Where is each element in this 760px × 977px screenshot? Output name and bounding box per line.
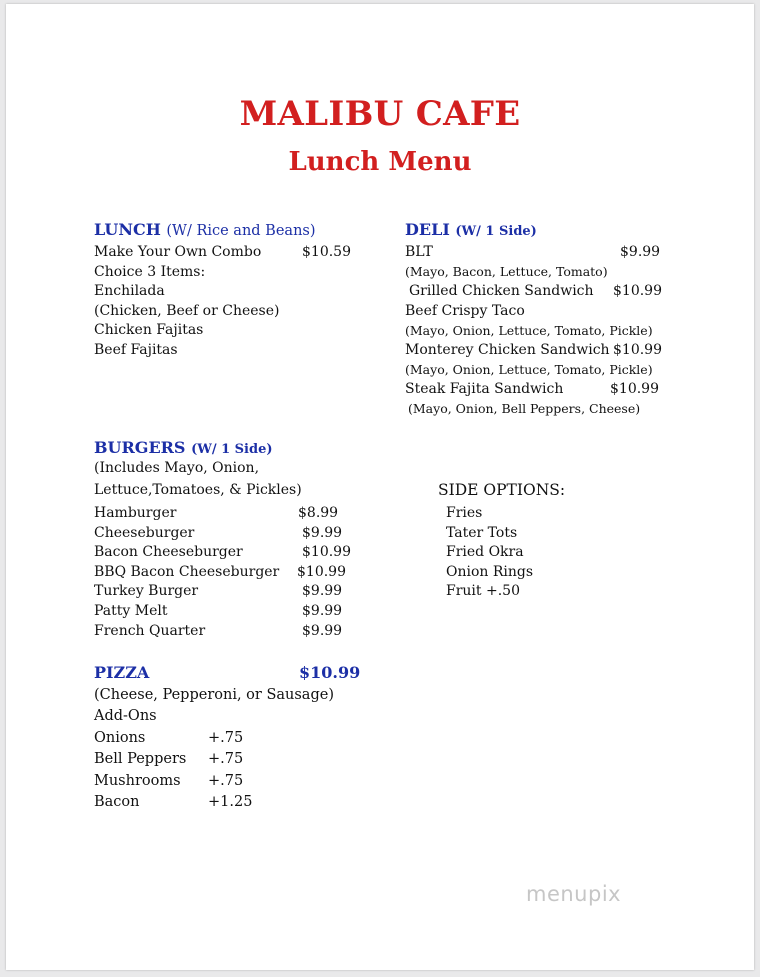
lunch-title: LUNCH bbox=[94, 220, 161, 239]
restaurant-name: MALIBU CAFE bbox=[239, 94, 521, 134]
deli-item-name: Beef Crispy Taco bbox=[405, 303, 525, 319]
burgers-title: BURGERS bbox=[94, 438, 186, 457]
lunch-line: Enchilada bbox=[94, 283, 165, 299]
deli-item-price: $9.99 bbox=[620, 244, 661, 260]
burger-item-price: $10.99 bbox=[302, 544, 351, 560]
deli-item-desc: (Mayo, Onion, Bell Peppers, Cheese) bbox=[408, 401, 641, 416]
deli-item-name: Steak Fajita Sandwich bbox=[405, 381, 564, 397]
burger-item-name: Bacon Cheeseburger bbox=[94, 544, 243, 560]
deli-item-price: $10.99 bbox=[610, 381, 659, 397]
deli-title: DELI bbox=[405, 220, 450, 239]
addon-price: +.75 bbox=[208, 773, 244, 789]
burger-item-price: $9.99 bbox=[302, 583, 343, 599]
lunch-combo-name: Make Your Own Combo bbox=[94, 244, 262, 260]
burgers-heading bbox=[94, 438, 273, 457]
addon-name: Mushrooms bbox=[94, 773, 181, 789]
burgers-subtitle: (W/ 1 Side) bbox=[191, 442, 273, 457]
side-option: Onion Rings bbox=[446, 564, 534, 580]
deli-item-name: BLT bbox=[405, 244, 433, 260]
side-option: Fruit +.50 bbox=[446, 583, 520, 599]
addon-name: Bell Peppers bbox=[94, 751, 187, 767]
addon-price: +.75 bbox=[208, 730, 244, 746]
lunch-line: Choice 3 Items: bbox=[94, 264, 206, 280]
lunch-heading bbox=[94, 220, 316, 239]
lunch-line: (Chicken, Beef or Cheese) bbox=[94, 303, 280, 319]
addon-name: Bacon bbox=[94, 794, 140, 810]
burger-item-price: $9.99 bbox=[302, 603, 343, 619]
burger-item-price: $9.99 bbox=[302, 525, 343, 541]
burger-item-price: $8.99 bbox=[298, 505, 339, 521]
lunch-line: Beef Fajitas bbox=[94, 342, 178, 358]
burger-item-name: Patty Melt bbox=[94, 603, 168, 619]
deli-item-price: $10.99 bbox=[613, 283, 662, 299]
deli-item-price: $10.99 bbox=[613, 342, 662, 358]
pizza-price: $10.99 bbox=[299, 663, 361, 682]
side-options-title: SIDE OPTIONS: bbox=[438, 481, 566, 499]
side-option: Tater Tots bbox=[446, 525, 518, 541]
deli-item-name: Monterey Chicken Sandwich bbox=[405, 342, 610, 358]
burger-item-name: Hamburger bbox=[94, 505, 177, 521]
deli-item-desc: (Mayo, Onion, Lettuce, Tomato, Pickle) bbox=[405, 362, 653, 377]
side-option: Fried Okra bbox=[446, 544, 524, 560]
deli-subtitle: (W/ 1 Side) bbox=[455, 224, 537, 239]
menupix-watermark: menupix bbox=[526, 882, 622, 906]
burger-item-name: Turkey Burger bbox=[94, 583, 199, 599]
burger-item-name: Cheeseburger bbox=[94, 525, 195, 541]
burger-item-name: French Quarter bbox=[94, 623, 206, 639]
addon-price: +.75 bbox=[208, 751, 244, 767]
addon-price: +1.25 bbox=[208, 794, 253, 810]
lunch-subtitle: (W/ Rice and Beans) bbox=[166, 223, 316, 239]
side-option: Fries bbox=[446, 505, 483, 521]
deli-item-desc: (Mayo, Bacon, Lettuce, Tomato) bbox=[405, 264, 608, 279]
pizza-title: PIZZA bbox=[94, 663, 150, 682]
burger-item-price: $10.99 bbox=[297, 564, 346, 580]
deli-item-name: Grilled Chicken Sandwich bbox=[409, 283, 594, 299]
deli-heading bbox=[405, 220, 537, 239]
deli-item-desc: (Mayo, Onion, Lettuce, Tomato, Pickle) bbox=[405, 323, 653, 338]
menu-page bbox=[6, 4, 754, 970]
lunch-combo-price: $10.59 bbox=[302, 244, 351, 260]
burger-item-name: BBQ Bacon Cheeseburger bbox=[94, 564, 280, 580]
burger-item-price: $9.99 bbox=[302, 623, 343, 639]
lunch-line: Chicken Fajitas bbox=[94, 322, 204, 338]
burgers-note: (Includes Mayo, Onion, bbox=[94, 460, 260, 476]
pizza-options: (Cheese, Pepperoni, or Sausage) bbox=[94, 687, 334, 703]
addon-name: Onions bbox=[94, 730, 146, 746]
burgers-note: Lettuce,Tomatoes, & Pickles) bbox=[94, 482, 302, 498]
pizza-addons-label: Add-Ons bbox=[94, 708, 157, 724]
menu-title: Lunch Menu bbox=[288, 147, 472, 177]
